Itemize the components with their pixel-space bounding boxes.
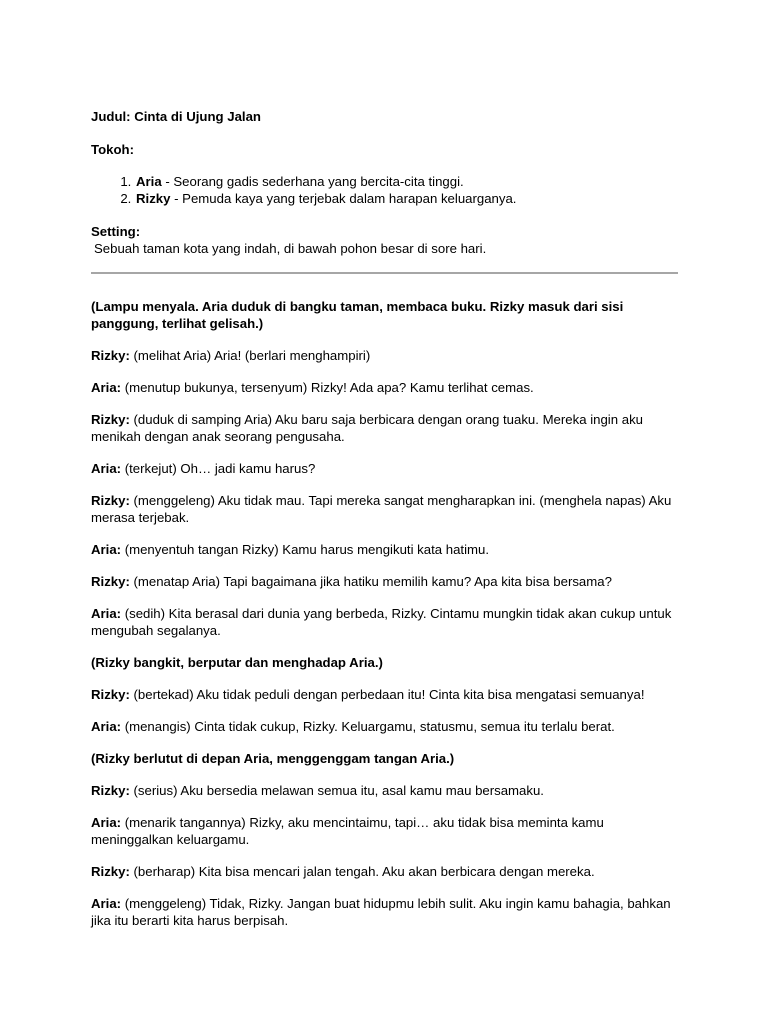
script-body	[91, 298, 681, 929]
dialogue-line	[91, 718, 681, 735]
dialogue-text: (melihat Aria) Aria! (berlari menghampiri)	[129, 348, 371, 363]
dialogue-text: (menangis) Cinta tidak cukup, Rizky. Keluargamu, statusmu, semua itu terlalu berat.	[121, 719, 615, 734]
dialogue-text: (menggeleng) Tidak, Rizky. Jangan buat hidupmu lebih sulit. Aku ingin kamu bahagia, bahkan jika itu berarti kita harus berpisah.	[91, 896, 671, 928]
stage-direction: (Rizky bangkit, berputar dan menghadap Aria.)	[91, 655, 383, 670]
speaker-name: Rizky:	[91, 864, 130, 879]
stage-direction: (Rizky berlutut di depan Aria, menggenggam tangan Aria.)	[91, 751, 455, 766]
speaker-name: Aria:	[91, 380, 122, 395]
dialogue-text: (sedih) Kita berasal dari dunia yang berbeda, Rizky. Cintamu mungkin tidak akan cukup untuk mengubah segalanya.	[91, 606, 672, 638]
dialogue-text: (menarik tangannya) Rizky, aku mencintaimu, tapi… aku tidak bisa meminta kamu meninggalkan keluargamu.	[91, 815, 604, 847]
character-description: - Seorang gadis sederhana yang bercita-cita tinggi.	[161, 174, 464, 189]
character-item	[135, 190, 681, 207]
character-item	[135, 173, 681, 190]
speaker-name: Rizky:	[91, 493, 130, 508]
dialogue-text: (duduk di samping Aria) Aku baru saja berbicara dengan orang tuaku. Mereka ingin aku menikah dengan anak seorang pengusaha.	[91, 412, 644, 444]
speaker-name: Aria:	[91, 461, 122, 476]
dialogue-line	[91, 347, 681, 364]
dialogue-line	[91, 411, 681, 445]
speaker-name: Rizky:	[91, 348, 130, 363]
document-content	[91, 108, 681, 944]
dialogue-line	[91, 460, 681, 477]
dialogue-text: (menggeleng) Aku tidak mau. Tapi mereka sangat mengharapkan ini. (menghela napas) Aku merasa terjebak.	[91, 493, 672, 525]
dialogue-text: (bertekad) Aku tidak peduli dengan perbedaan itu! Cinta kita bisa mengatasi semuanya!	[129, 687, 645, 702]
dialogue-line	[91, 863, 681, 880]
dialogue-line	[91, 895, 681, 929]
speaker-name: Aria:	[91, 542, 122, 557]
dialogue-text: (serius) Aku bersedia melawan semua itu, asal kamu mau bersamaku.	[129, 783, 544, 798]
dialogue-line	[91, 814, 681, 848]
dialogue-line	[91, 686, 681, 703]
character-description: - Pemuda kaya yang terjebak dalam harapan keluarganya.	[170, 191, 517, 206]
dialogue-line	[91, 782, 681, 799]
speaker-name: Aria:	[91, 896, 122, 911]
dialogue-text: (menatap Aria) Tapi bagaimana jika hatiku memilih kamu? Apa kita bisa bersama?	[129, 574, 612, 589]
speaker-name: Aria:	[91, 719, 122, 734]
speaker-name: Rizky:	[91, 412, 130, 427]
speaker-name: Rizky:	[91, 783, 130, 798]
setting-heading: Setting:	[91, 224, 141, 239]
dialogue-line	[91, 573, 681, 590]
dialogue-text: (menutup bukunya, tersenyum) Rizky! Ada apa? Kamu terlihat cemas.	[121, 380, 534, 395]
speaker-name: Rizky:	[91, 687, 130, 702]
dialogue-text: (berharap) Kita bisa mencari jalan tengah. Aku akan berbicara dengan mereka.	[129, 864, 595, 879]
dialogue-text: (terkejut) Oh… jadi kamu harus?	[121, 461, 316, 476]
character-name: Aria	[136, 174, 162, 189]
stage-direction: (Lampu menyala. Aria duduk di bangku taman, membaca buku. Rizky masuk dari sisi panggung, terlihat gelisah.)	[91, 299, 624, 331]
dialogue-line	[91, 492, 681, 526]
dialogue-line	[91, 605, 681, 639]
character-name: Rizky	[136, 191, 171, 206]
section-divider	[91, 272, 678, 274]
speaker-name: Aria:	[91, 815, 122, 830]
characters-heading: Tokoh:	[91, 142, 134, 157]
setting-text: Sebuah taman kota yang indah, di bawah pohon besar di sore hari.	[94, 241, 487, 256]
characters-list	[91, 173, 681, 207]
speaker-name: Aria:	[91, 606, 122, 621]
document-title: Judul: Cinta di Ujung Jalan	[91, 109, 261, 124]
dialogue-line	[91, 379, 681, 396]
dialogue-text: (menyentuh tangan Rizky) Kamu harus mengikuti kata hatimu.	[121, 542, 490, 557]
dialogue-line	[91, 541, 681, 558]
speaker-name: Rizky:	[91, 574, 130, 589]
